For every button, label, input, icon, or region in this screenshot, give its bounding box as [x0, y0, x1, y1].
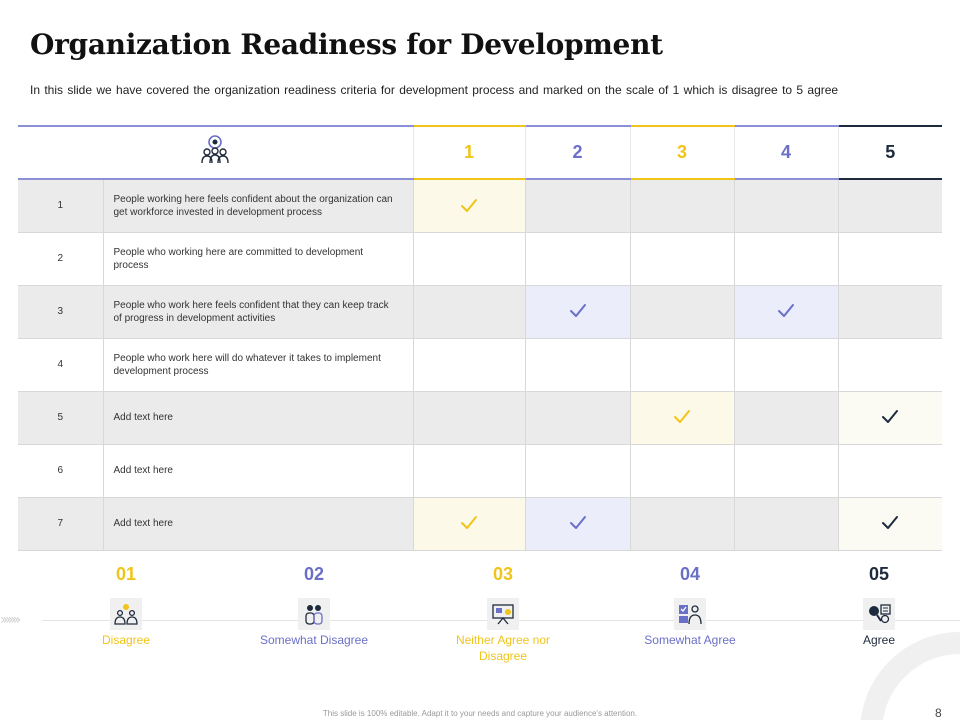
rating-cell-5[interactable]	[838, 444, 942, 497]
rating-cell-2[interactable]	[525, 497, 630, 550]
scale-label: Disagree	[101, 633, 151, 647]
rating-cell-2[interactable]	[525, 391, 630, 444]
scale-header-4: 4	[734, 126, 838, 179]
row-criteria-text: Add text here	[103, 497, 413, 550]
scale-number: 05	[868, 564, 890, 584]
row-criteria-text: People who work here will do whatever it takes to implement development process	[103, 338, 413, 391]
rating-cell-5[interactable]	[838, 338, 942, 391]
rating-cell-1[interactable]	[413, 497, 525, 550]
scale-number: 01	[115, 564, 137, 584]
scale-header-2: 2	[525, 126, 630, 179]
row-number: 2	[18, 232, 103, 285]
rating-cell-5[interactable]	[838, 179, 942, 232]
rating-cell-3[interactable]	[630, 285, 734, 338]
table-header-row	[18, 126, 942, 179]
rating-cell-5[interactable]	[838, 391, 942, 444]
rating-cell-5[interactable]	[838, 285, 942, 338]
checkmark-icon	[777, 302, 795, 320]
rating-cell-1[interactable]	[413, 179, 525, 232]
checklist-person-icon	[674, 598, 706, 630]
table-row	[18, 338, 942, 391]
scale-number: 03	[492, 564, 514, 584]
search-money-icon	[863, 598, 895, 630]
scale-item-1	[66, 564, 186, 648]
rating-cell-5[interactable]	[838, 232, 942, 285]
rating-cell-4[interactable]	[734, 232, 838, 285]
rating-cell-3[interactable]	[630, 444, 734, 497]
row-criteria-text: Add text here	[103, 391, 413, 444]
readiness-table	[18, 125, 942, 551]
row-number: 3	[18, 285, 103, 338]
scale-header-3: 3	[630, 126, 734, 179]
footer-note: This slide is 100% editable. Adapt it to your needs and capture your audience's attention.	[322, 709, 638, 718]
chevron-decoration: ›››››››	[0, 612, 19, 628]
scale-label: Somewhat Agree	[644, 633, 736, 647]
row-number: 1	[18, 179, 103, 232]
page-title: Organization Readiness for Development	[30, 28, 663, 61]
rating-cell-1[interactable]	[413, 232, 525, 285]
scale-item-5	[819, 564, 939, 648]
rating-cell-3[interactable]	[630, 338, 734, 391]
rating-cell-4[interactable]	[734, 179, 838, 232]
page-subtitle: In this slide we have covered the organization readiness criteria for development process and marked on the scale of 1 which is disagree to 5 agree	[30, 83, 839, 97]
team-icon	[201, 135, 229, 165]
row-criteria-text: People who work here feels confident that they can keep track of progress in development activities	[103, 285, 413, 338]
rating-cell-3[interactable]	[630, 179, 734, 232]
rating-cell-2[interactable]	[525, 338, 630, 391]
row-number: 7	[18, 497, 103, 550]
table-row	[18, 497, 942, 550]
checkmark-icon	[673, 408, 691, 426]
scale-label: Agree	[862, 633, 896, 647]
checkmark-icon	[569, 302, 587, 320]
table-row	[18, 391, 942, 444]
rating-cell-1[interactable]	[413, 285, 525, 338]
presentation-board-icon	[487, 598, 519, 630]
row-criteria-text: Add text here	[103, 444, 413, 497]
rating-cell-1[interactable]	[413, 391, 525, 444]
scale-header-1: 1	[413, 126, 525, 179]
row-criteria-text: People who working here are committed to development process	[103, 232, 413, 285]
rating-cell-2[interactable]	[525, 444, 630, 497]
scale-item-2	[254, 564, 374, 648]
row-number: 5	[18, 391, 103, 444]
rating-cell-4[interactable]	[734, 391, 838, 444]
table-row	[18, 179, 942, 232]
rating-cell-3[interactable]	[630, 497, 734, 550]
scale-item-3	[443, 564, 563, 664]
checkmark-icon	[460, 197, 478, 215]
rating-cell-1[interactable]	[413, 444, 525, 497]
page-number: 8	[935, 706, 942, 720]
person-thinking-icon	[110, 598, 142, 630]
rating-cell-2[interactable]	[525, 285, 630, 338]
rating-cell-4[interactable]	[734, 285, 838, 338]
rating-cell-2[interactable]	[525, 179, 630, 232]
table-body	[18, 179, 942, 550]
rating-cell-2[interactable]	[525, 232, 630, 285]
scale-header-5: 5	[838, 126, 942, 179]
header-icon-cell	[18, 126, 413, 179]
table-row	[18, 285, 942, 338]
row-number: 4	[18, 338, 103, 391]
rating-cell-4[interactable]	[734, 444, 838, 497]
rating-cell-1[interactable]	[413, 338, 525, 391]
checkmark-icon	[569, 514, 587, 532]
table-row	[18, 232, 942, 285]
row-number: 6	[18, 444, 103, 497]
scale-label: Somewhat Disagree	[259, 633, 369, 647]
scale-number: 04	[679, 564, 701, 584]
two-people-icon	[298, 598, 330, 630]
rating-cell-5[interactable]	[838, 497, 942, 550]
checkmark-icon	[460, 514, 478, 532]
rating-cell-4[interactable]	[734, 338, 838, 391]
checkmark-icon	[881, 514, 899, 532]
rating-cell-3[interactable]	[630, 391, 734, 444]
checkmark-icon	[881, 408, 899, 426]
rating-cell-3[interactable]	[630, 232, 734, 285]
scale-item-4	[630, 564, 750, 648]
scale-label: Neither Agree nor Disagree	[455, 633, 551, 663]
table-row	[18, 444, 942, 497]
scale-number: 02	[303, 564, 325, 584]
rating-cell-4[interactable]	[734, 497, 838, 550]
row-criteria-text: People working here feels confident about the organization can get workforce invested in development process	[103, 179, 413, 232]
